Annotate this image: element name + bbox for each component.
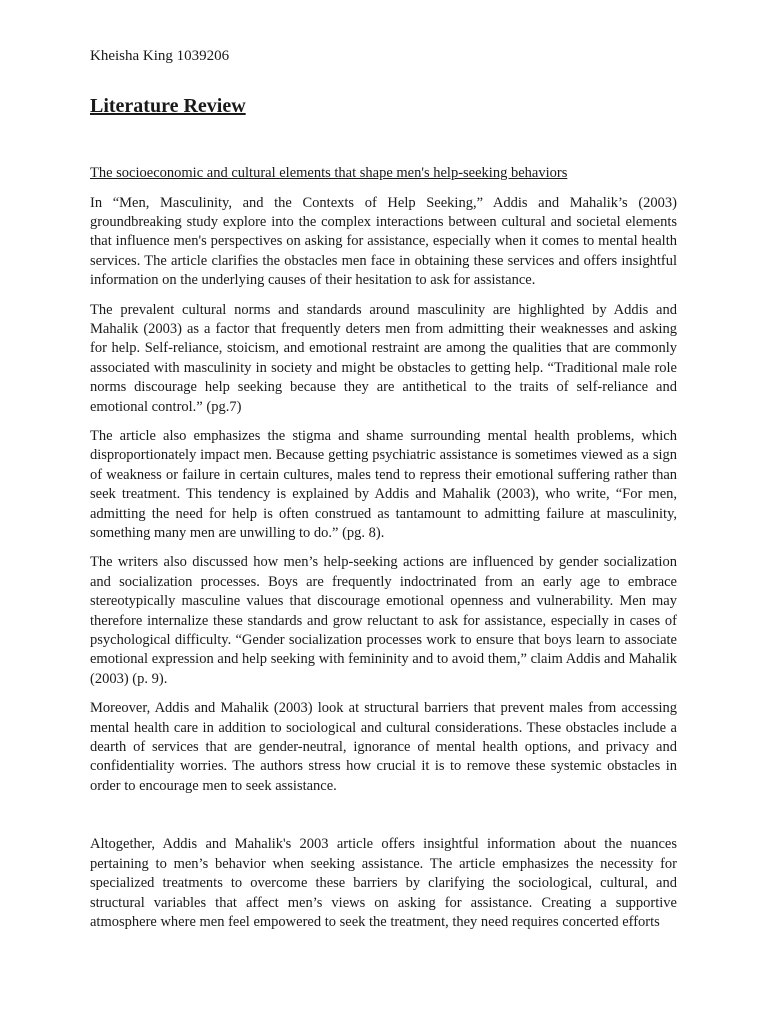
page-title: Literature Review: [90, 95, 246, 117]
paragraph-4: The writers also discussed how men’s help-seeking actions are influenced by gender socialization and socialization processes. Boys are frequently indoctrinated from an early age to embrace stereotypically masculine values that discourage emotional openness and vulnerability. Men may therefore internalize these standards and grow reluctant to ask for assistance, especially in cases of psychological difficulty. “Gender socialization processes work to ensure that boys learn to associate emotional expression and help seeking with femininity and to avoid them,” claim Addis and Mahalik (2003) (p. 9).: [90, 554, 677, 687]
paragraph-1: In “Men, Masculinity, and the Contexts of Help Seeking,” Addis and Mahalik’s (2003) groundbreaking study explore into the complex interactions between cultural and societal elements that influence men's perspectives on asking for assistance, especially when it comes to mental health services. The article clarifies the obstacles men face in obtaining these services and offers insightful information on the underlying causes of their hesitation to ask for assistance.: [90, 194, 677, 289]
document-page: [90, 0, 677, 1024]
document-body: [90, 194, 677, 943]
section-heading: The socioeconomic and cultural elements that shape men's help-seeking behaviors: [90, 165, 568, 181]
paragraph-3: The article also emphasizes the stigma and shame surrounding mental health problems, which disproportionately impact men. Because getting psychiatric assistance is sometimes viewed as a sign of weakness or failure in certain cultures, males tend to repress their emotional suffering rather than seek treatment. This tendency is explained by Addis and Mahalik (2003), who write, “For men, admitting the need for help is often construed as tantamount to admitting failure at masculinity, something many men are unwilling to do.” (pg. 8).: [90, 427, 677, 541]
paragraph-6: Altogether, Addis and Mahalik's 2003 article offers insightful information about the nuances pertaining to men’s behavior when seeking assistance. The article emphasizes the necessity for specialized treatments to overcome these barriers by clarifying the sociological, cultural, and structural variables that affect men’s views on asking for assistance. Creating a supportive atmosphere where men feel empowered to seek the treatment, they need requires concerted efforts: [90, 836, 677, 930]
paragraph-5: Moreover, Addis and Mahalik (2003) look at structural barriers that prevent males from accessing mental health care in addition to sociological and cultural considerations. These obstacles include a dearth of services that are gender-neutral, ignorance of mental health options, and privacy and confidentiality worries. The authors stress how crucial it is to remove these systemic obstacles in order to encourage men to seek assistance.: [90, 700, 677, 794]
author-line: Kheisha King 1039206: [90, 48, 230, 64]
paragraph-2: The prevalent cultural norms and standards around masculinity are highlighted by Addis and Mahalik (2003) as a factor that frequently deters men from admitting their weaknesses and asking for help. Self-reliance, stoicism, and emotional restraint are among the qualities that are commonly associated with masculinity in society and might be obstacles to getting help. “Traditional male role norms discourage help seeking because they are antithetical to the traits of self-reliance and emotional control.” (pg.7): [90, 301, 677, 415]
